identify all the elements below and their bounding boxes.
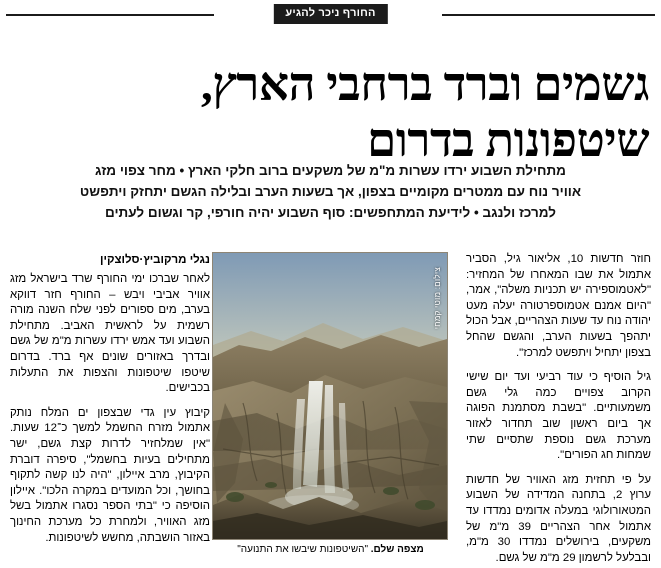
kicker-rule-right xyxy=(442,14,655,16)
photo-caption xyxy=(214,543,448,556)
deck-line-2: אוויר נוח עם ממטרים מקומיים בצפון, אך בשעות הערב ובלילה הגשם יתחזק ויתפשט xyxy=(79,184,582,199)
paragraph: על פי תחזית מזג האוויר של חדשות ערוץ 2, בתחנה המדידה של השבוע המטאורולוגי במעלה אדומים נמדדו עד אתמול אחר הצהריים 39 מ"מ של משקעים, בירושלים נמדדו 30 מ"מ, ובבלעל לרשמון 29 מ"מ של גשם. xyxy=(466,473,652,564)
byline: נגלי מרקוביץ·סלוצקין xyxy=(100,254,210,266)
deck-line-1: מתחילת השבוע ירדו עשרות מ"מ של משקעים ברוב חלקי הארץ • מחר צפוי מזג xyxy=(95,163,566,178)
kicker-label: החורף ניכר להגיע xyxy=(273,4,387,24)
paragraph: קיבוץ עין גדי שבצפון ים המלח נותק אתמול מזרח החשמל למשך כ־12 שעות. "אין שמלחזיר לדרות קצת גשם, ישר מתחילים בעיות בחשמל", סיפרה דוברת הקיבוץ, מרב איילון, "היה לנו קשה לתקוף בחושך, וכל המועדים במקרה הלכו". איילון הוסיפה כי "בתי הספר נסגרו אתמול בשל מזג האוויר, ולמחרת כל מערכת החינוך באזור הושבתה, מחשש לשיטפונות. xyxy=(10,406,210,544)
body-column-right xyxy=(466,252,651,566)
photo-credit: צילום: מוטי קמחי xyxy=(432,267,442,330)
paragraph: לאחר שברכו ימי החורף שרד בישראל מזג אוויר אביבי ויבש – החורף חזר דווקא בערב, מים ספורים לפני שלח השנה מורה רשמית על לראשית האביב. מתחילת השבוע ועד אמש ירדו עשרות מ"מ של גשם ובדרך באזורים שונים אף ברד. בדרום שיטפו שיטפונות והצפות את התעלות בכבישים. xyxy=(10,273,210,395)
article-figure xyxy=(214,252,448,556)
paragraph: חוזר חדשות 10, אליאור גיל, הסביר אתמול את שבו המאחרו של המחזיר: "לאטמוספירה יש תכניות משלה", אמר, "היום אמנם אטמוספרטורה יעלה מעט יהודה נוח עד שעות הצהריים, אבל הכול יתהפך בשעות הערב, והגשם שהחל בצפון יתחיל ויתפשט למרכז". xyxy=(466,253,651,359)
headline-line-2: שיטפונות בדרום xyxy=(367,115,649,168)
page-title xyxy=(12,57,649,169)
photo-graphic xyxy=(213,253,447,539)
kicker-rule-left xyxy=(6,14,214,16)
headline-line-1: גשמים וברד ברחבי הארץ, xyxy=(201,59,649,112)
caption-text: "השיטפונות שיבשו את התנועה" xyxy=(237,544,371,555)
deck-line-3: למרכז ולנגב • לידיעת המתחפשים: סוף השבוע יהיה חורפי, קר וגשום לעתים xyxy=(105,205,556,220)
caption-location: מצפה שלם. xyxy=(370,544,424,555)
article-photo xyxy=(212,252,448,540)
body-column-left xyxy=(10,252,210,546)
article-deck xyxy=(12,160,649,223)
kicker-bar xyxy=(0,4,661,26)
paragraph: גיל הוסיף כי עוד רביעי ועד יום שישי הקרוב צפויים כמה גלי גשם משמעותיים. "בשבת מסתמנת הפוגה אך ביום ראשון שוב תחדור לאזור מערכת גשם נוספת שתסיים שתי שמחות חג הפורים". xyxy=(466,371,651,462)
